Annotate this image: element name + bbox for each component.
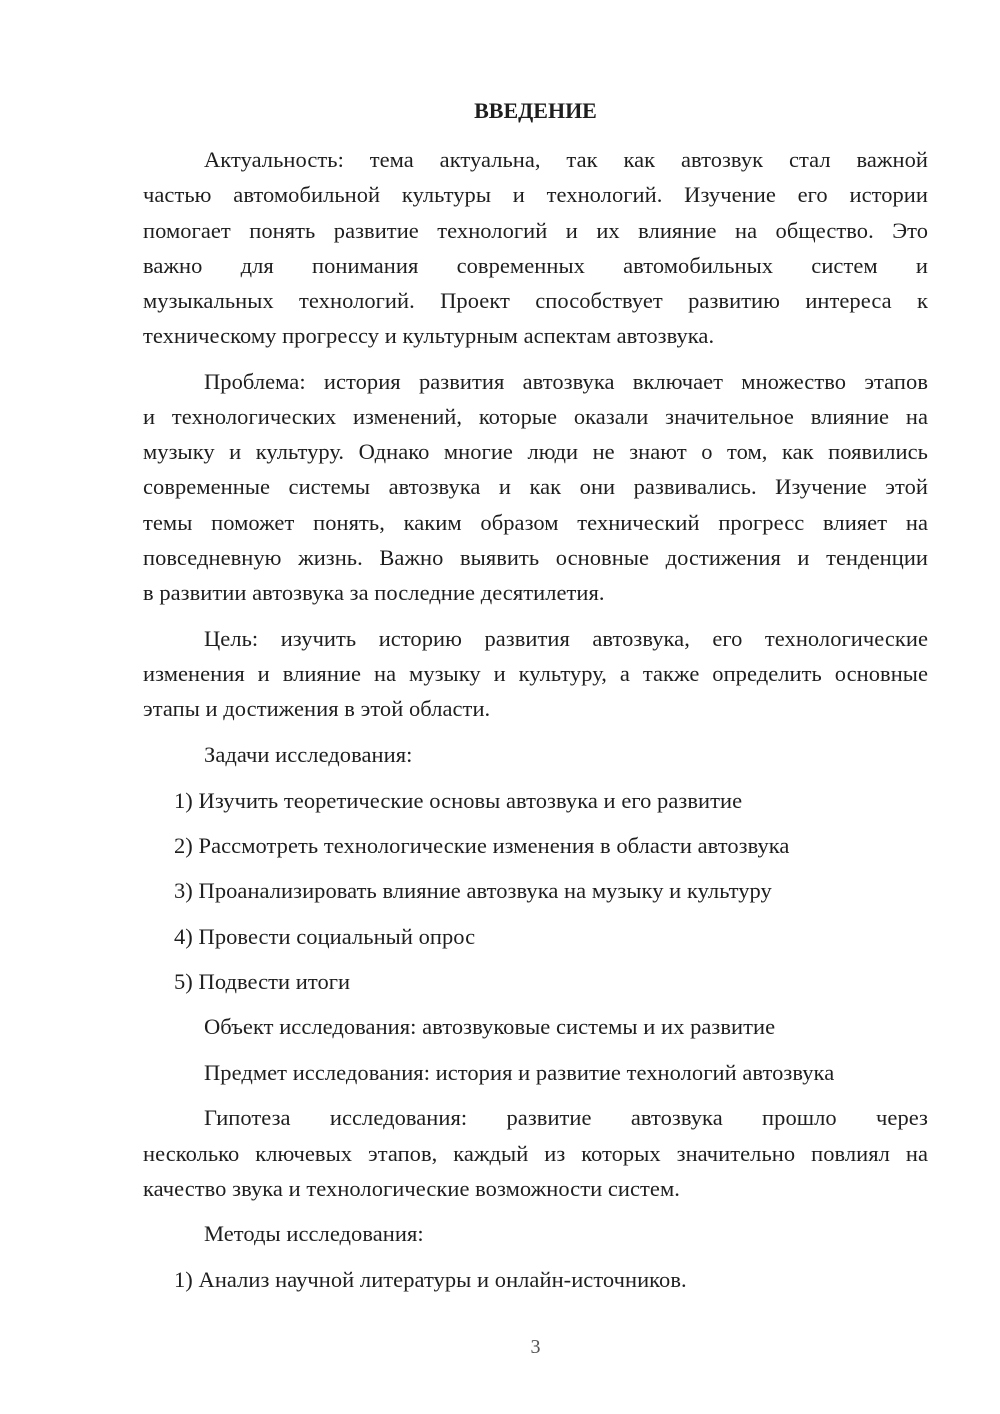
text-line: Цель: изучить историю развития автозвука, его технологические xyxy=(204,626,928,651)
text-line: Задачи исследования: xyxy=(204,742,413,767)
text-line: Проблема: история развития автозвука включает множество этапов xyxy=(204,369,928,394)
list-item: 1) Изучить теоретические основы автозвука и его развитие xyxy=(174,788,743,813)
text-line: изменения и влияние на музыку и культуру, а также определить основные xyxy=(143,661,928,686)
text-line: музыкальных технологий. Проект способствует развитию интереса к xyxy=(143,288,928,313)
text-line: Предмет исследования: история и развитие технологий автозвука xyxy=(204,1060,835,1085)
page-number: 3 xyxy=(530,1336,541,1358)
text-line: темы поможет понять, каким образом технический прогресс влияет на xyxy=(143,510,928,535)
text-line: частью автомобильной культуры и технологий. Изучение его истории xyxy=(143,182,928,207)
text-line: повседневную жизнь. Важно выявить основные достижения и тенденции xyxy=(143,545,928,570)
text-line: Методы исследования: xyxy=(204,1221,424,1246)
text-line: музыку и культуру. Однако многие люди не знают о том, как появились xyxy=(143,439,928,464)
list-item: 2) Рассмотреть технологические изменения в области автозвука xyxy=(174,833,790,858)
text-line: качество звука и технологические возможности систем. xyxy=(143,1176,680,1201)
text-line: и технологических изменений, которые оказали значительное влияние на xyxy=(143,404,928,429)
text-line: Объект исследования: автозвуковые системы и их развитие xyxy=(204,1014,776,1039)
text-line: этапы и достижения в этой области. xyxy=(143,696,491,721)
text-line: современные системы автозвука и как они развивались. Изучение этой xyxy=(143,474,928,499)
section-heading: ВВЕДЕНИЕ xyxy=(474,98,597,123)
text-line: техническому прогрессу и культурным аспектам автозвука. xyxy=(143,323,715,348)
list-item: 5) Подвести итоги xyxy=(174,969,351,994)
text-line: в развитии автозвука за последние десятилетия. xyxy=(143,580,605,605)
list-item: 3) Проанализировать влияние автозвука на музыку и культуру xyxy=(174,878,772,903)
list-item: 4) Провести социальный опрос xyxy=(174,924,476,949)
text-line: Гипотеза исследования: развитие автозвука прошло через xyxy=(204,1105,928,1130)
text-line: помогает понять развитие технологий и их влияние на общество. Это xyxy=(143,218,928,243)
text-line: важно для понимания современных автомобильных систем и xyxy=(143,253,928,278)
list-item: 1) Анализ научной литературы и онлайн-источников. xyxy=(174,1267,687,1292)
text-line: Актуальность: тема актуальна, так как автозвук стал важной xyxy=(204,147,928,172)
text-line: несколько ключевых этапов, каждый из которых значительно повлиял на xyxy=(143,1141,928,1166)
